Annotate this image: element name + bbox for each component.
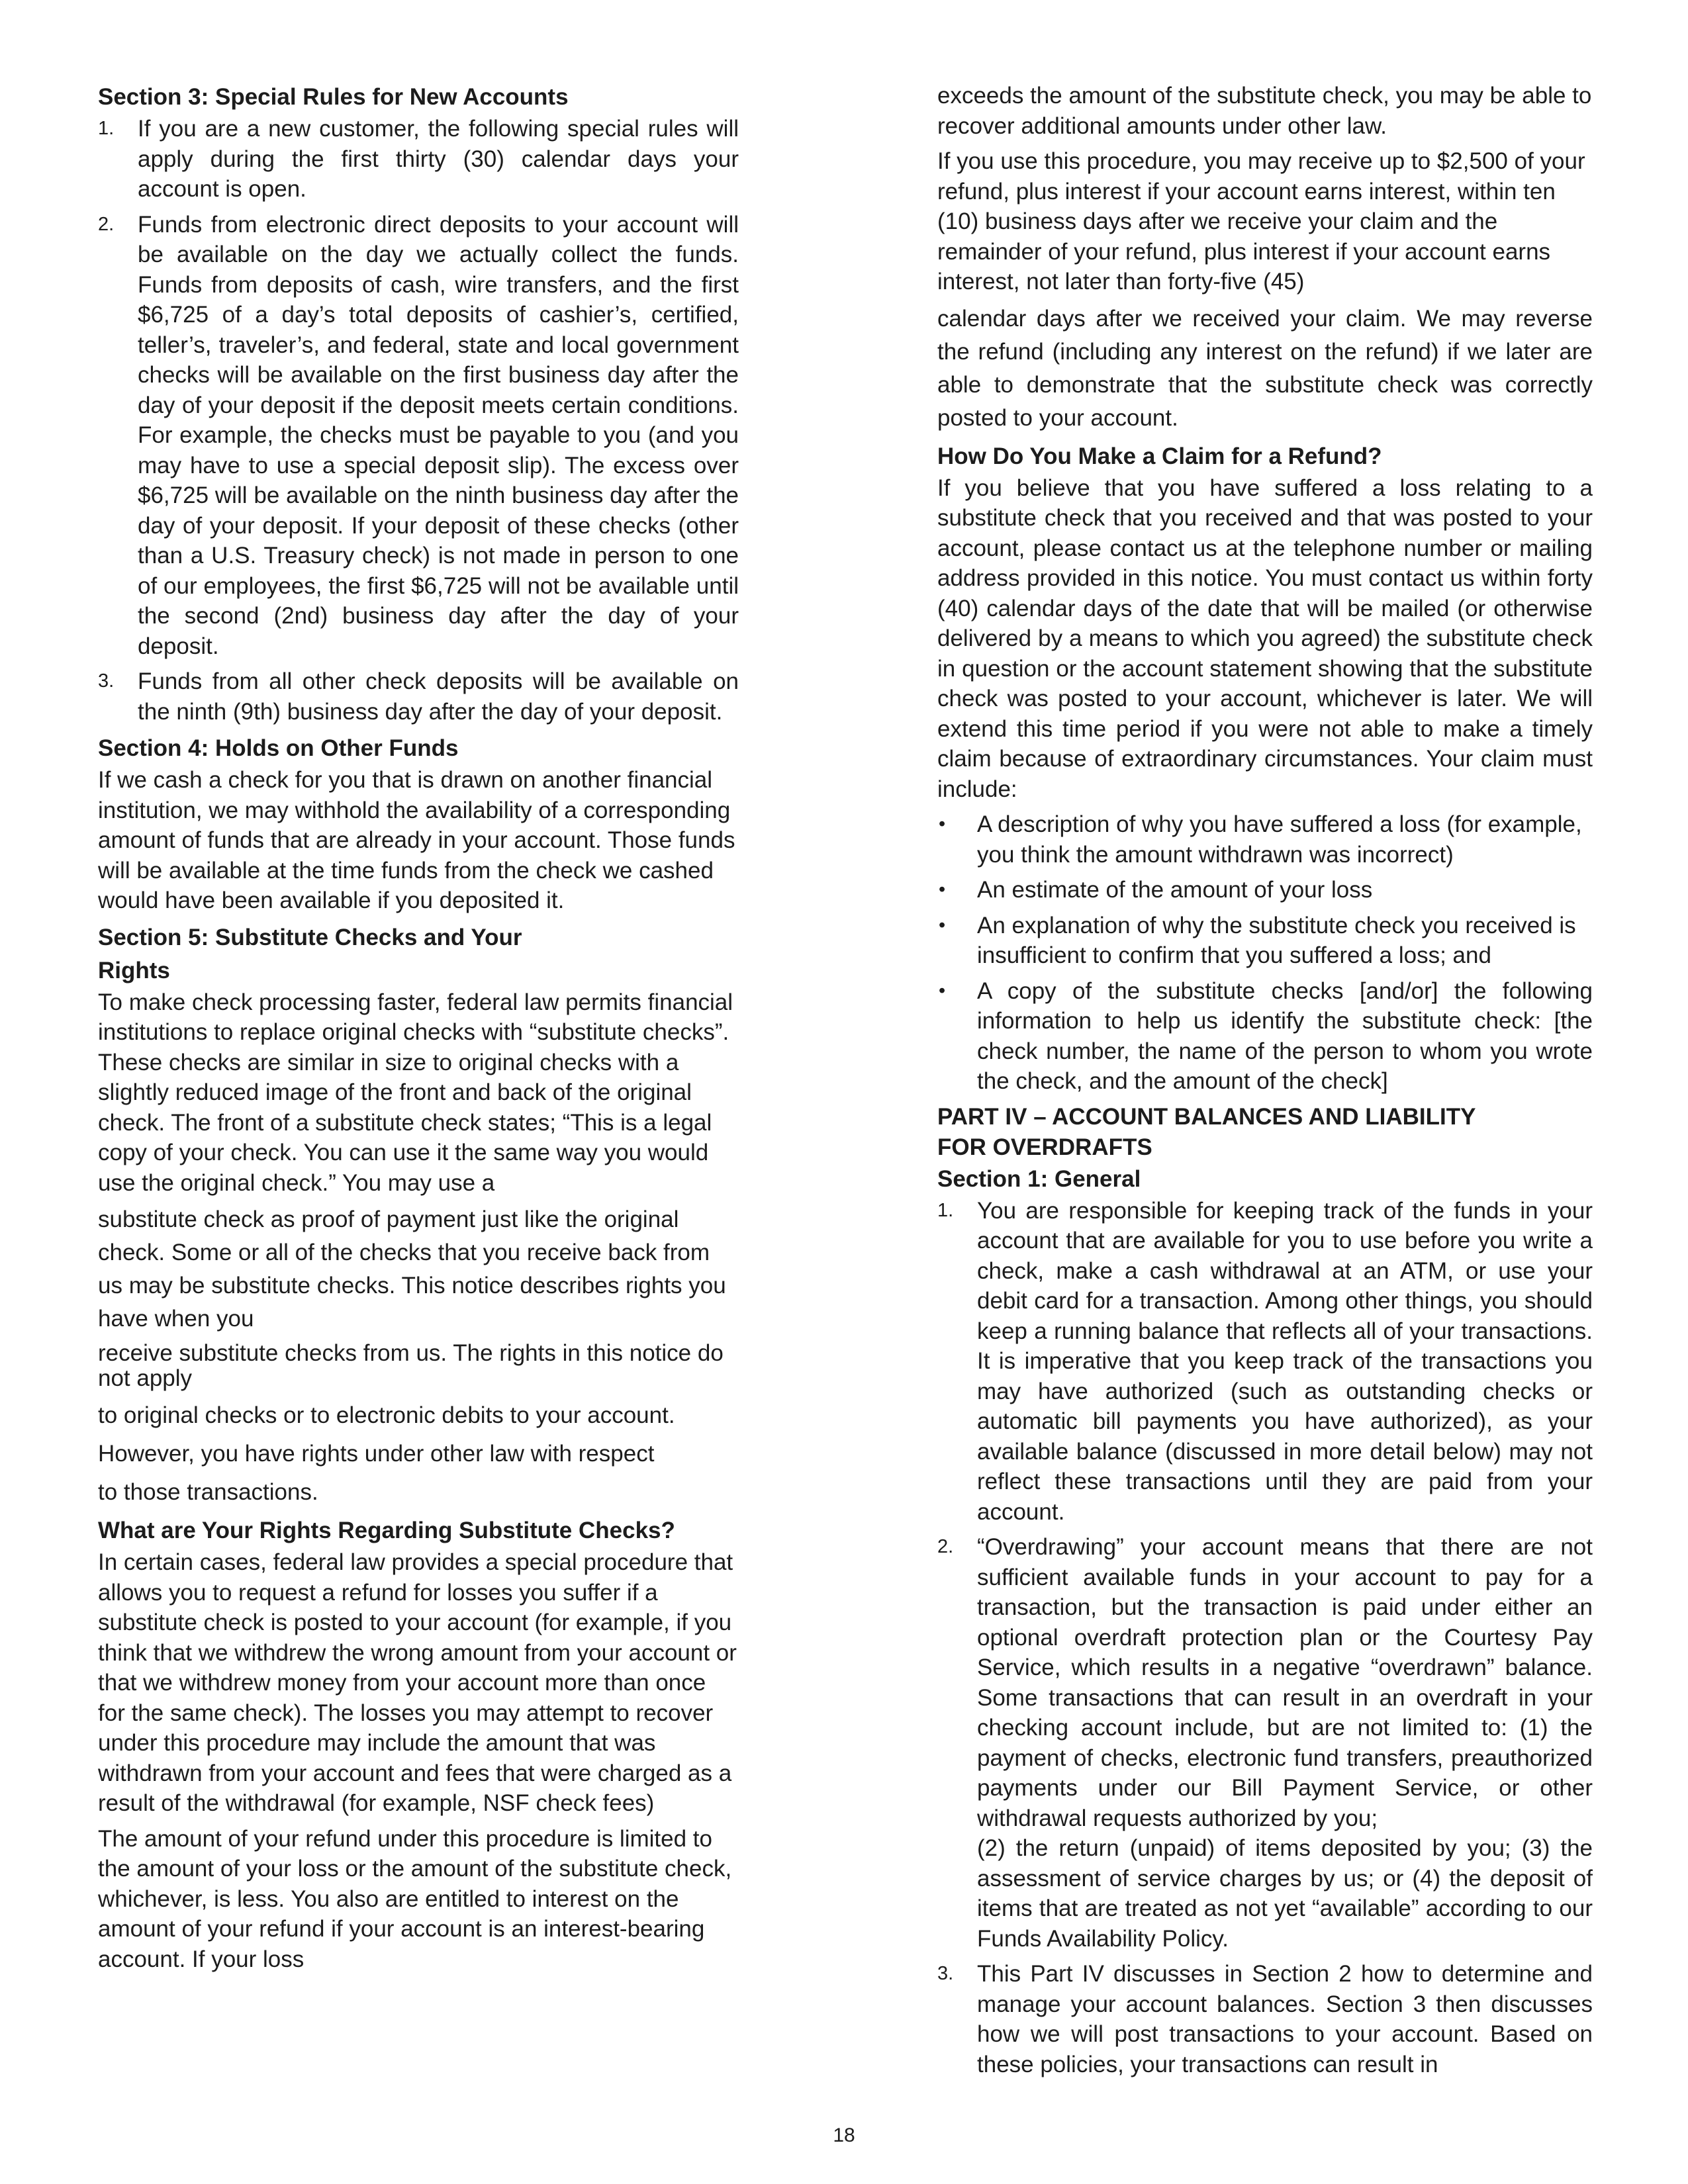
list-item — [937, 1196, 1593, 1527]
section-3-list — [98, 114, 739, 727]
list-item — [937, 911, 1593, 971]
list-item — [937, 976, 1593, 1097]
section-5-paragraph-2: substitute check as proof of payment just like the original check. Some or all of the checks that you receive back from us may be substitute checks. This notice describes rights you have when you — [98, 1206, 726, 1332]
list-text-continued: (2) the return (unpaid) of items deposited by you; (3) the assessment of service charges by us; or (4) the deposit of items that are treated as not yet “available” according to our Funds Availability Policy. — [977, 1835, 1593, 1952]
section-5-paragraph-3: receive substitute checks from us. The rights in this notice do not apply — [98, 1340, 724, 1391]
list-text: An estimate of the amount of your loss — [977, 877, 1373, 903]
list-item — [937, 809, 1593, 870]
bullet-mark: • — [939, 914, 946, 936]
list-text: This Part IV discusses in Section 2 how to determine and manage your account balances. Section 3 then discusses how we will post transactions to your account. Based on these policies, your transactions can result in — [977, 1961, 1593, 2077]
bullet-mark: • — [939, 813, 946, 835]
list-item — [937, 1532, 1593, 1954]
list-item — [98, 666, 739, 727]
list-text: An explanation of why the substitute check you received is insufficient to confirm that you suffered a loss; and — [977, 912, 1576, 968]
list-text: If you are a new customer, the following special rules will apply during the first thirty (30) calendar days your account is open. — [138, 116, 739, 202]
section-5-heading-line-1: Section 5: Substitute Checks and Your — [98, 924, 522, 950]
refund-paragraph-1: If you use this procedure, you may receive up to $2,500 of your refund, plus interest if your account earns interest, within ten (10) business days after we receive your claim and the remainder of your refund, plus interest if your account earns interest, not later than forty-five (45) — [937, 148, 1585, 295]
list-number: 1. — [937, 1199, 954, 1221]
part-4-heading-line-1: PART IV – ACCOUNT BALANCES AND LIABILITY — [937, 1103, 1476, 1130]
section-4-paragraph: If we cash a check for you that is drawn on another financial institution, we may withhold the availability of a corresponding amount of funds that are already in your account. Those funds will be available at the time funds from the check we cashed would have been available if you deposited it. — [98, 767, 735, 913]
claim-heading: How Do You Make a Claim for a Refund? — [937, 443, 1382, 469]
bullet-mark: • — [939, 879, 946, 900]
section-1-heading: Section 1: General — [937, 1165, 1141, 1192]
section-5-paragraph-5: However, you have rights under other law with respect — [98, 1441, 655, 1467]
bullet-mark: • — [939, 979, 946, 1001]
list-text: You are responsible for keeping track of the funds in your account that are available for you to use before you write a check, make a cash withdrawal at an ATM, or use your debit card for a transaction. Among other things, you should keep a running balance that reflects all of your transactions. It is imperative that you keep track of the transactions you may have authorized (such as outstanding checks or automatic bill payments you have authorized), as your available balance (discussed in more detail below) may not reflect these transactions until they are paid from your account. — [977, 1197, 1593, 1525]
section-5-paragraph-4: to original checks or to electronic debits to your account. — [98, 1402, 675, 1428]
rights-paragraph-1: In certain cases, federal law provides a special procedure that allows you to request a refund for losses you suffer if a substitute check is posted to your account (for example, if you think that we withdrew the wrong amount from your account or that we withdrew money from your account more than once for the same check). The losses you may attempt to recover under this procedure may include the amount that was withdrawn from your account and fees that were charged as a result of the withdrawal (for example, NSF check fees) — [98, 1549, 737, 1816]
section-5-paragraph-1: To make check processing faster, federal law permits financial institutions to replace original checks with “substitute checks”. These checks are similar in size to original checks with a slightly reduced image of the front and back of the original check. The front of a substitute check states; “This is a legal copy of your check. You can use it the same way you would use the original check.” You may use a — [98, 989, 733, 1196]
rights-paragraph-2: The amount of your refund under this procedure is limited to the amount of your loss or the amount of the substitute check, whichever, is less. You also are entitled to interest on the amount of your refund if your account is an interest-bearing account. If your loss — [98, 1825, 732, 1972]
list-item — [937, 875, 1593, 905]
list-number: 2. — [98, 213, 115, 235]
section-4-heading: Section 4: Holds on Other Funds — [98, 735, 459, 761]
part-4-heading-line-2: FOR OVERDRAFTS — [937, 1134, 1152, 1160]
list-text: A copy of the substitute checks [and/or] the following information to help us identify the substitute check: [the check number, the name of the person to whom you wrote the check, and the amount of the check] — [977, 978, 1593, 1094]
list-text: A description of why you have suffered a loss (for example, you think the amount withdrawn was incorrect) — [977, 811, 1582, 868]
list-number: 3. — [937, 1963, 954, 1984]
continued-paragraph: exceeds the amount of the substitute check, you may be able to recover additional amounts under other law. — [937, 83, 1592, 139]
rights-heading: What are Your Rights Regarding Substitute Checks? — [98, 1518, 675, 1543]
section-1-list — [937, 1196, 1593, 2080]
left-column — [98, 81, 739, 1979]
list-item — [98, 210, 739, 662]
section-5-paragraph-6: to those transactions. — [98, 1479, 318, 1505]
list-text: “Overdrawing” your account means that there are not sufficient available funds in your account to pay for a transaction, but the transaction is paid under either an optional overdraft protection plan or the Courtesy Pay Service, which results in a negative “overdrawn” balance. Some transactions that can result in an overdraft in your checking account include, but are not limited to: (1) the payment of checks, electronic fund transfers, preauthorized payments under our Bill Payment Service, or other withdrawal requests authorized by you; — [977, 1534, 1593, 1831]
list-text: Funds from electronic direct deposits to your account will be available on the day we actually collect the funds. Funds from deposits of cash, wire transfers, and the first $6,725 of a day’s total deposits of cashier’s, certified, teller’s, traveler’s, and federal, state and local government checks will be available on the first business day after the day of your deposit if the deposit meets certain conditions. For example, the checks must be payable to you (and you may have to use a special deposit slip). The excess over $6,725 will be available on the ninth business day after the day of your deposit. If your deposit of these checks (other than a U.S. Treasury check) is not made in person to one of our employees, the first $6,725 will not be available until the second (2nd) business day after the day of your deposit. — [138, 211, 739, 659]
section-3-heading: Section 3: Special Rules for New Accounts — [98, 84, 569, 110]
list-number: 1. — [98, 118, 115, 139]
refund-paragraph-2: calendar days after we received your claim. We may reverse the refund (including any interest on the refund) if we later are able to demonstrate that the substitute check was correctly posted to your account. — [937, 305, 1593, 431]
claim-paragraph: If you believe that you have suffered a loss relating to a substitute check that you received and that was posted to your account, please contact us at the telephone number or mailing address provided in this notice. You must contact us within forty (40) calendar days of the date that will be mailed (or otherwise delivered by a means to which you agreed) the substitute check in question or the account statement showing that the substitute check was posted to your account, whichever is later. We will extend this time period if you were not able to make a timely claim because of extraordinary circumstances. Your claim must include: — [937, 475, 1593, 802]
list-text: Funds from all other check deposits will be available on the ninth (9th) business day after the day of your deposit. — [138, 668, 739, 725]
claim-bullet-list — [937, 809, 1593, 1097]
list-number: 2. — [937, 1536, 954, 1557]
right-column — [937, 81, 1593, 2085]
page-number: 18 — [833, 2124, 855, 2146]
list-number: 3. — [98, 670, 115, 692]
section-5-heading-line-2: Rights — [98, 957, 170, 983]
list-item — [98, 114, 739, 205]
list-item — [937, 1959, 1593, 2079]
